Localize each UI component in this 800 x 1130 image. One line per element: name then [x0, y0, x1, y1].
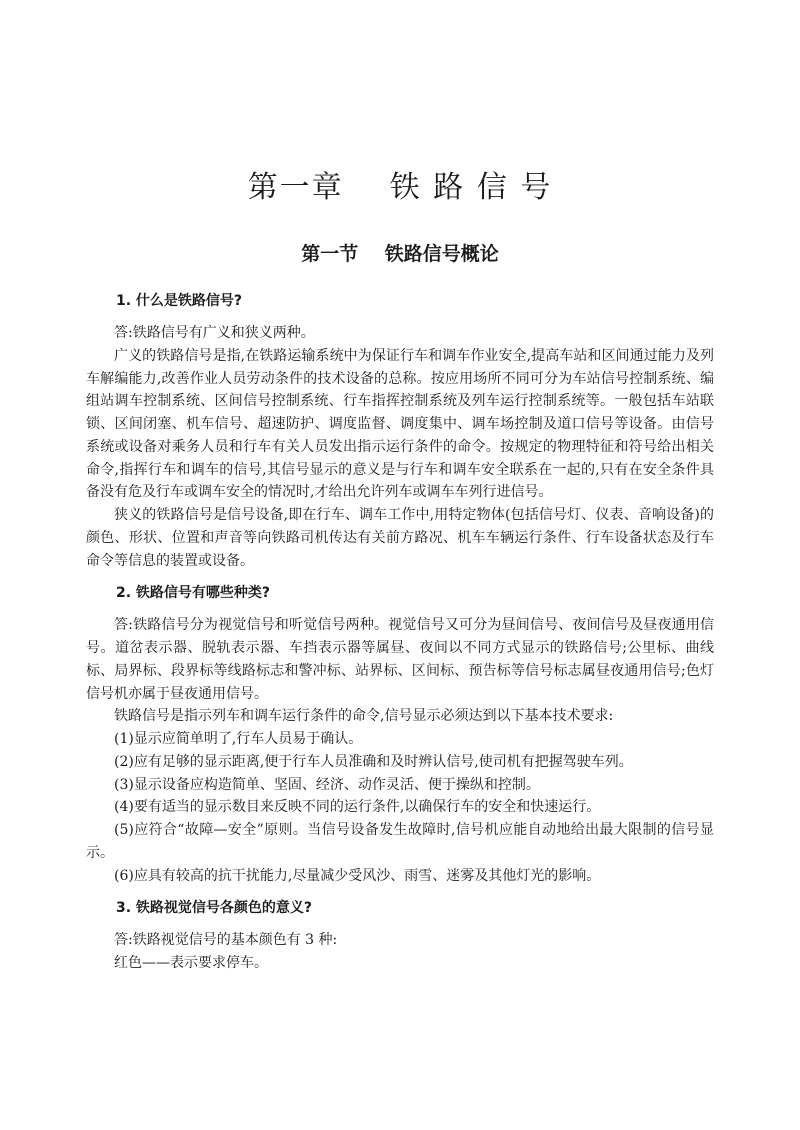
requirement-item-6: (6)应具有较高的抗干扰能力,尽量减少受风沙、雨雪、迷雾及其他灯光的影响。	[114, 867, 601, 884]
question-1-heading: 1. 什么是铁路信号?	[116, 293, 243, 309]
requirement-item-1: (1)显示应简单明了,行车人员易于确认。	[114, 731, 363, 747]
chapter-title: 第一章 铁 路 信 号	[247, 170, 553, 205]
spacer	[86, 604, 714, 614]
requirement-item-5: (5)应符合“故障—安全”原则。当信号设备发生故障时,信号机应能自动地给出最大限制的信号显示。	[86, 822, 714, 861]
q1-broad-definition: 广义的铁路信号是指,在铁路运输系统中为保证行车和调车作业安全,提高车站和区间通过能力及列车解编能力,改善作业人员劳动条件的技术设备的总称。按应用场所不同可分为车站信号控制系统、编组站调车控制系统、区间信号控制系统、行车指挥控制系统及列车运行控制系统等。一般包括车站联锁、区间闭塞、机车信号、超速防护、调度监督、调度集中、调车场控制及道口信号等设备。由信号系统或设备对乘务人员和行车有关人员发出指示运行条件的命令。按规定的物理特征和符号给出相关命令,指挥行车和调车的信号,其信号显示的意义是与行车和调车安全联系在一起的,只有在安全条件具备没有危及行车或调车安全的情况时,才给出允许列车或调车车列行进信号。	[86, 347, 714, 501]
q1-narrow-definition: 狭义的铁路信号是信号设备,即在行车、调车工作中,用特定物体(包括信号灯、仪表、音响设备)的颜色、形状、位置和声音等向铁路司机传达有关前方路况、机车车辆运行条件、行车设备状态及行车命令等信息的装置或设备。	[86, 507, 714, 569]
q1-answer-intro: 答:铁路信号有广义和狭义两种。	[114, 325, 315, 341]
spacer	[86, 312, 714, 322]
section-title: 第一节 铁路信号概论	[301, 243, 499, 265]
q3-answer-intro: 答:铁路视觉信号的基本颜色有 3 种:	[114, 932, 338, 949]
question-2-heading: 2. 铁路信号有哪些种类?	[116, 585, 271, 602]
q3-red-meaning: 红色——表示要求停车。	[114, 955, 268, 971]
page-body	[86, 290, 714, 975]
q2-requirements-intro: 铁路信号是指示列车和调车运行条件的命令,信号显示必须达到以下基本技术要求:	[114, 708, 614, 725]
requirement-item-2: (2)应有足够的显示距离,便于行车人员准确和及时辨认信号,使司机有把握驾驶车列。	[114, 753, 633, 770]
q2-answer: 答:铁路信号分为视觉信号和听觉信号两种。视觉信号又可分为昼间信号、夜间信号及昼夜通用信号。道岔表示器、脱轨表示器、车挡表示器等属昼、夜间以不同方式显示的铁路信号;公里标、曲线标、局界标、段界标等线路标志和警冲标、站界标、区间标、预告标等信号标志属昼夜通用信号;色灯信号机亦属于昼夜通用信号。	[86, 617, 714, 702]
requirement-item-4: (4)要有适当的显示数目来反映不同的运行条件,以确保行车的安全和快速运行。	[114, 799, 601, 816]
requirement-item-3: (3)显示设备应构造简单、坚固、经济、动作灵活、便于操纵和控制。	[114, 776, 540, 793]
question-3-heading: 3. 铁路视觉信号各颜色的意义?	[116, 900, 313, 917]
spacer	[86, 919, 714, 929]
